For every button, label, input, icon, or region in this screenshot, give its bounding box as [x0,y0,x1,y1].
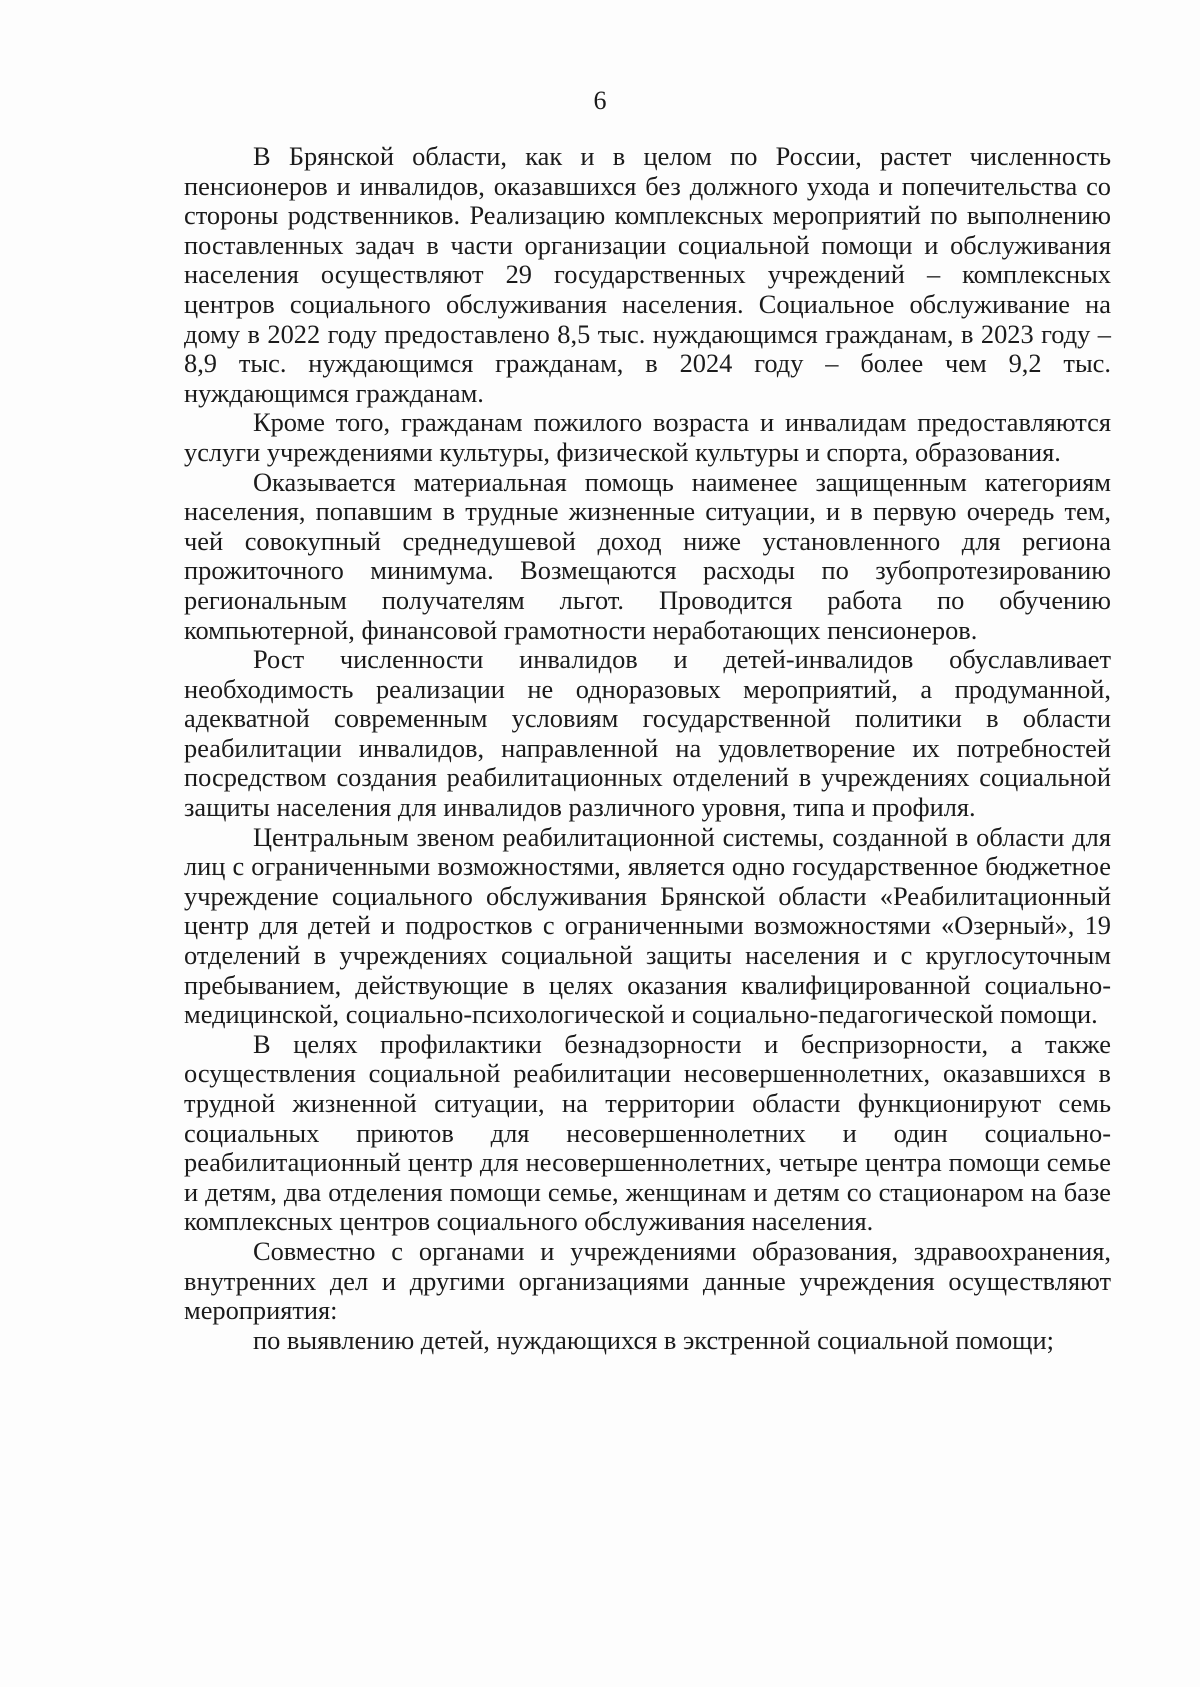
paragraph-3: Оказывается материальная помощь наименее защищенным категориям населения, попавшим в трудные жизненные ситуации, и в первую очередь тем, чей совокупный среднедушевой доход ниже установленного для региона прожиточного минимума. Возмещаются расходы по зубопротезированию региональным получателям льгот. Проводится работа по обучению компьютерной, финансовой грамотности неработающих пенсионеров. [184,466,1111,645]
document-body [184,142,1111,1355]
paragraph-2: Кроме того, гражданам пожилого возраста и инвалидам предоставляются услуги учреждениями культуры, физической культуры и спорта, образования. [184,407,1111,467]
paragraph-4: Рост численности инвалидов и детей-инвалидов обуславливает необходимость реализации не одноразовых мероприятий, а продуманной, адекватной современным условиям государственной политики в области реабилитации инвалидов, направленной на удовлетворение их потребностей посредством создания реабилитационных отделений в учреждениях социальной защиты населения для инвалидов различного уровня, типа и профиля. [184,644,1111,823]
paragraph-1: В Брянской области, как и в целом по России, растет численность пенсионеров и инвалидов, оказавшихся без должного ухода и попечительства со стороны родственников. Реализацию комплексных мероприятий по выполнению поставленных задач в части организации социальной помощи и обслуживания населения осуществляют 29 государственных учреждений – комплексных центров социального обслуживания населения. Социальное обслуживание на дому в 2022 году предоставлено 8,5 тыс. нуждающимся гражданам, в 2023 году – 8,9 тыс. нуждающимся гражданам, в 2024 году – более чем 9,2 тыс. нуждающимся гражданам. [184,141,1111,408]
paragraph-5: Центральным звеном реабилитационной системы, созданной в области для лиц с ограниченными возможностями, является одно государственное бюджетное учреждение социального обслуживания Брянской области «Реабилитационный центр для детей и подростков с ограниченными возможностями «Озерный», 19 отделений в учреждениях социальной защиты населения и с круглосуточным пребыванием, действующие в целях оказания квалифицированной социально-медицинской, социально-психологической и социально-педагогической помощи. [184,821,1111,1030]
paragraph-7: Совместно с органами и учреждениями образования, здравоохранения, внутренних дел и другими организациями данные учреждения осуществляют мероприятия: [184,1235,1111,1326]
paragraph-8: по выявлению детей, нуждающихся в экстренной социальной помощи; [253,1324,1054,1355]
paragraph-6: В целях профилактики безнадзорности и беспризорности, а также осуществления социальной реабилитации несовершеннолетних, оказавшихся в трудной жизненной ситуации, на территории области функционируют семь социальных приютов для несовершеннолетних и один социально-реабилитационный центр для несовершеннолетних, четыре центра помощи семье и детям, два отделения помощи семье, женщинам и детям со стационаром на базе комплексных центров социального обслуживания населения. [184,1028,1111,1237]
page-number: 6 [593,86,607,115]
